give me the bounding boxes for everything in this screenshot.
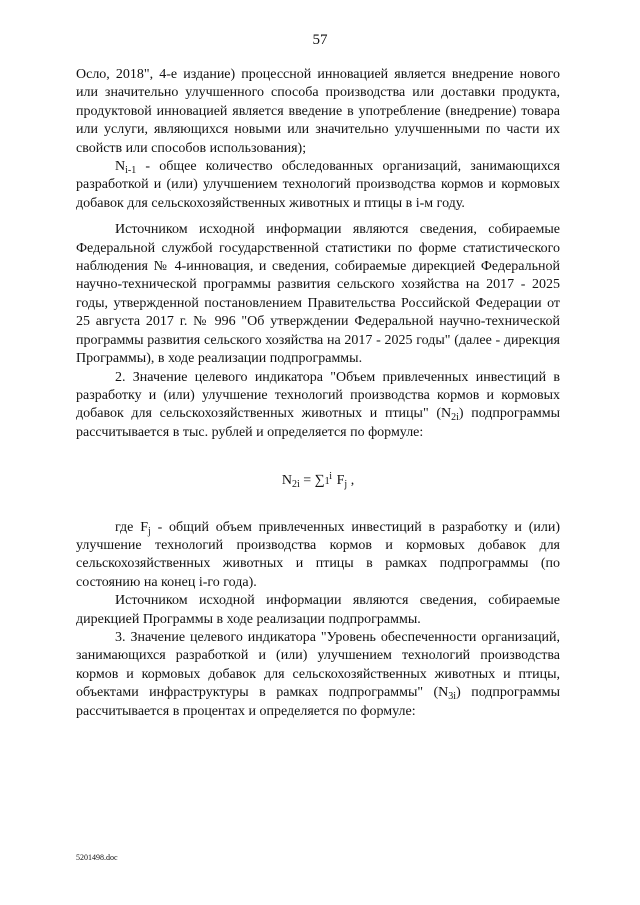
paragraph-continuation: Осло, 2018", 4-е издание) процессной инновацией является внедрение нового или значительно улучшенного способа производства или доставки продукта, продуктовой инновацией является введение в употребление (внедрение) товара или услуги, являющихся новыми или значительно улучшенными по части их свойств или способов использования); — [76, 67, 560, 156]
document-body — [76, 66, 560, 721]
formula-equals: = — [299, 473, 315, 489]
formula-term: F — [336, 473, 345, 489]
indicator-2-text-after: ) подпрограммы рассчитывается в тыс. рублей и определяется по формуле: — [76, 406, 560, 440]
formula-lhs: N — [281, 473, 292, 489]
footer-file-name: 5201498.doc — [76, 853, 118, 862]
n-definition-text: - общее количество обследованных организаций, занимающихся разработкой и (или) улучшением технологий производства кормов и кормовых добавок для сельскохозяйственных животных и птицы в i-м году. — [76, 159, 560, 211]
symbol-n: N — [115, 159, 126, 175]
f-definition-before: где F — [115, 519, 148, 535]
formula-sum-upper: i — [329, 471, 332, 483]
f-definition-after: - общий объем привлеченных инвестиций в разработку и (или) улучшение технологий производства кормов и кормовых добавок для сельскохозяйственных животных и птицы в рамках подпрограммы (по состоянию на конец i-го года). — [76, 519, 560, 590]
indicator-3-text-after: ) подпрограммы рассчитывается в процентах и определяется по формуле: — [76, 685, 560, 719]
formula-tail: , — [347, 473, 355, 489]
indicator-3-text-before: 3. Значение целевого индикатора "Уровень обеспеченности организаций, занимающихся разработкой и (или) улучшением технологий производства кормов и кормовых добавок для сельскохозяйственных животных и птицы, объектами инфраструктуры в рамках подпрограммы" (N — [76, 629, 560, 701]
symbol-n-subscript: i-1 — [125, 165, 137, 177]
formula-n2i: $N_{2i}$ = ∑ $^i$ 1 $F_j$ , — [281, 471, 355, 491]
formula-sum-symbol: ∑ — [314, 473, 325, 489]
f-definition-subscript: j — [147, 525, 151, 537]
paragraph-indicator-2 — [76, 369, 560, 443]
paragraph-source-info: Источником исходной информации являются сведения, собираемые Федеральной службой государственной статистики по форме статистического наблюдения № 4-инновация, и сведения, собираемые дирекцией Федеральной научно-технической программы развития сельского хозяйства на 2017 - 2025 годы, утвержденной постановлением Правительства Российской Федерации от 25 августа 2017 г. № 996 "Об утверждении Федеральной научно-технической программы развития сельского хозяйства на 2017 - 2025 годы" (далее - дирекция Программы), в ходе реализации подпрограммы. — [76, 222, 560, 367]
formula-lhs-subscript: 2i — [291, 479, 300, 491]
paragraph-f-definition — [76, 519, 560, 593]
indicator-2-subscript: 2i — [451, 412, 459, 424]
paragraph-indicator-3 — [76, 629, 560, 721]
formula-term-subscript: j — [344, 479, 348, 491]
page-number: 57 — [312, 32, 328, 48]
indicator-2-text-before: 2. Значение целевого индикатора "Объем привлеченных инвестиций в разработку и (или) улучшение технологий производства кормов и кормовых добавок для сельскохозяйственных животных и птицы" (N — [76, 369, 560, 422]
paragraph-source-info-2: Источником исходной информации являются сведения, собираемые дирекцией Программы в ходе реализации подпрограммы. — [76, 593, 560, 627]
paragraph-n-definition — [76, 158, 560, 213]
indicator-3-subscript: 3i — [448, 691, 457, 703]
